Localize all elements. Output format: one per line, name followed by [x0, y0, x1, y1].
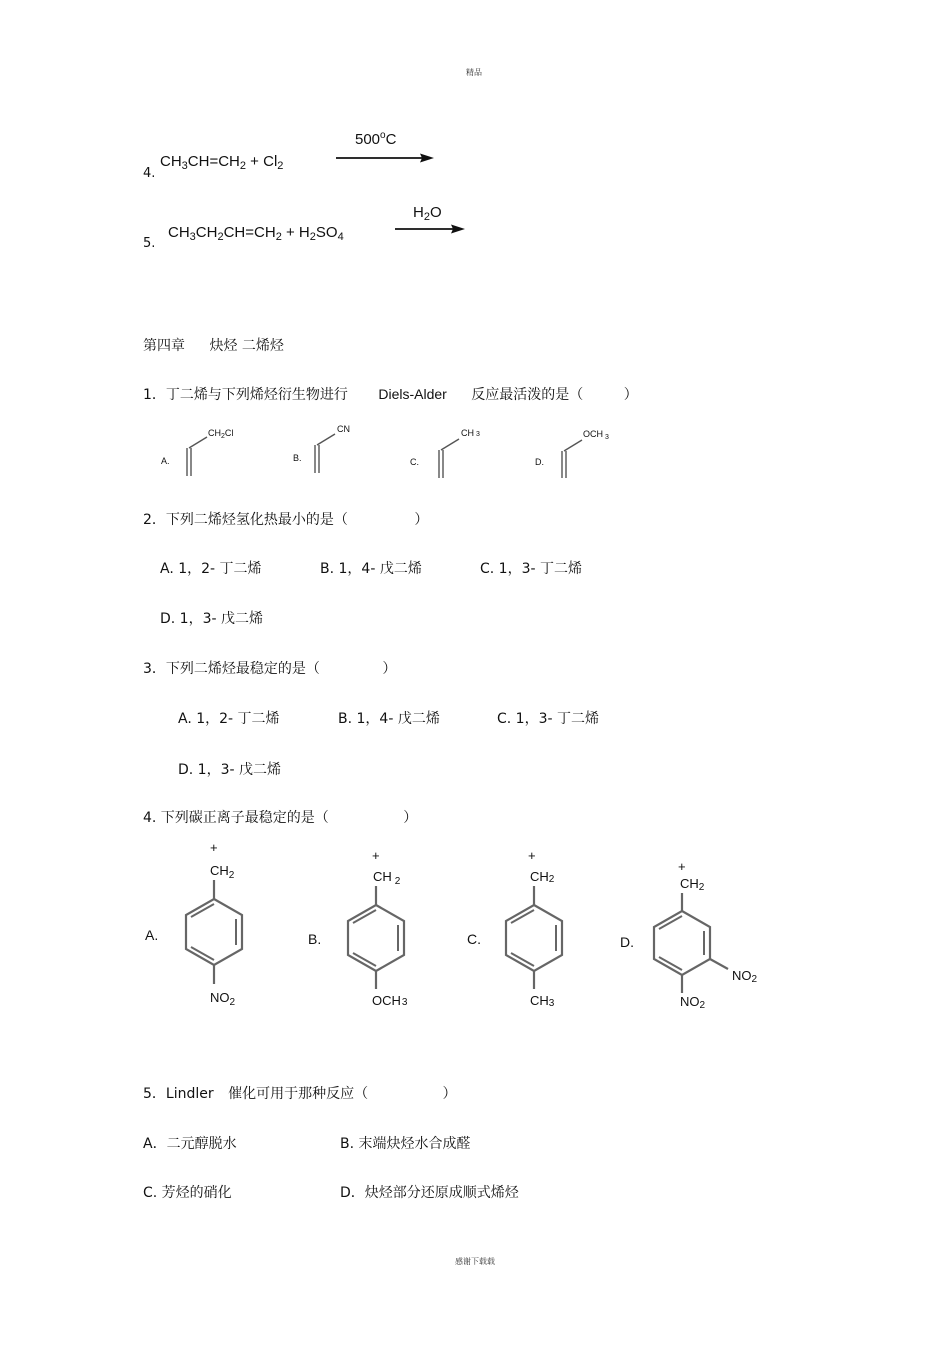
question-5-text-tail: 催化可用于那种反应（ — [228, 1086, 369, 1102]
question-5-option-b: B. 末端炔烃水合成醛 — [340, 1136, 471, 1152]
reaction-reactants: $CH_3CH=CH_2 + Cl_2$ — [160, 153, 284, 172]
svg-text:CH2Cl: $CH_2Cl$ — [208, 428, 234, 440]
question-4-close: ） — [403, 810, 418, 826]
reaction-reactants: $CH_3CH_2CH=CH_2 + H_2SO_4$ — [168, 224, 344, 243]
question-5-close: ） — [442, 1086, 457, 1102]
question-5-text: 5．Lindler — [143, 1086, 214, 1102]
option-c-carbocation — [467, 848, 562, 1009]
page-footer: 感谢下载载 — [455, 1257, 495, 1266]
option-d-structure — [535, 429, 609, 478]
svg-text:OCH3: OCH3 — [372, 993, 408, 1008]
question-3-option-c: C. 1，3- 丁二烯 — [497, 711, 599, 727]
question-2-text: 2．下列二烯烃氢化热最小的是（ — [143, 512, 348, 528]
option-c-structure — [410, 428, 480, 478]
option-a-structure — [161, 428, 233, 476]
question-4 — [143, 807, 417, 827]
svg-text:A.: A. — [145, 927, 159, 943]
svg-text:CH2: $CH_2$ — [210, 863, 235, 881]
svg-text:CH3: CH3 — [530, 993, 555, 1009]
option-b-carbocation — [308, 848, 408, 1008]
question-1-text: 1．丁二烯与下列烯烃衍生物进行 — [143, 387, 348, 403]
reaction-arrow-icon — [393, 222, 467, 236]
question-3-option-d: D. 1，3- 戊二烯 — [178, 762, 281, 778]
option-d-carbocation — [620, 859, 758, 1011]
svg-text:CH2: CH2 — [680, 876, 705, 893]
question-2-option-c: C. 1，3- 丁二烯 — [480, 561, 582, 577]
question-3-option-a: A. 1，2- 丁二烯 — [178, 711, 280, 727]
svg-text:NO2: NO2 — [680, 994, 706, 1011]
chapter-heading — [143, 335, 284, 355]
question-2-option-b: B. 1，4- 戊二烯 — [320, 561, 422, 577]
question-1-reaction-name: Diels-Alder — [378, 386, 447, 402]
question-5-option-a: A．二元醇脱水 — [143, 1136, 237, 1152]
svg-text:C.: C. — [467, 931, 481, 947]
svg-text:NO2: $NO_2$ — [210, 990, 236, 1008]
option-a-carbocation — [145, 840, 242, 1008]
question-3-close: ） — [382, 661, 397, 677]
svg-text:D.: D. — [535, 457, 544, 467]
svg-text:OCH3: OCH $_3$ — [583, 429, 609, 441]
option-b-structure — [293, 424, 350, 473]
page-header: 精品 — [466, 68, 482, 77]
svg-text:B.: B. — [308, 931, 322, 947]
svg-text:A.: A. — [161, 456, 170, 466]
reaction-number: 4. — [143, 166, 156, 181]
svg-text:CH2: CH $_2$ — [373, 869, 401, 887]
question-2-close: ） — [414, 512, 429, 528]
svg-text:C.: C. — [410, 457, 419, 467]
question-3 — [143, 658, 396, 678]
question-1-structures — [140, 420, 640, 482]
question-1 — [143, 384, 638, 404]
svg-text:D.: D. — [620, 934, 634, 950]
question-1-text-tail: 反应最活泼的是（ — [471, 387, 584, 403]
question-5 — [143, 1083, 457, 1103]
question-4-structures — [140, 838, 780, 1018]
reaction-arrow-icon — [334, 151, 436, 165]
svg-text:+: + — [210, 840, 218, 855]
reaction-number: 5. — [143, 236, 156, 251]
question-1-close: ） — [623, 387, 638, 403]
svg-text:+: + — [678, 859, 686, 874]
question-3-text: 3．下列二烯烃最稳定的是（ — [143, 661, 320, 677]
svg-text:NO2: NO2 — [732, 968, 758, 985]
question-5-option-c: C. 芳烃的硝化 — [143, 1185, 232, 1201]
svg-text:CH2: CH2 — [530, 869, 555, 885]
svg-text:B.: B. — [293, 453, 302, 463]
svg-text:CN: CN — [337, 424, 350, 434]
question-5-option-d: D．炔烃部分还原成顺式烯烃 — [340, 1185, 519, 1201]
chapter-title: 第四章 — [143, 338, 185, 354]
svg-text:+: + — [372, 848, 380, 863]
svg-text:+: + — [528, 848, 536, 863]
reaction-condition: 500$^o$C — [355, 130, 397, 148]
chapter-subtitle: 炔烃 二烯烃 — [209, 338, 284, 354]
question-2-option-a: A. 1，2- 丁二烯 — [160, 561, 262, 577]
question-3-option-b: B. 1，4- 戊二烯 — [338, 711, 440, 727]
question-2-option-d: D. 1，3- 戊二烯 — [160, 611, 263, 627]
svg-text:CH3: CH 3 — [461, 428, 480, 438]
question-2 — [143, 509, 428, 529]
reaction-condition: $H_2O$ — [413, 204, 442, 223]
question-4-text: 4. 下列碳正离子最稳定的是（ — [143, 810, 329, 826]
